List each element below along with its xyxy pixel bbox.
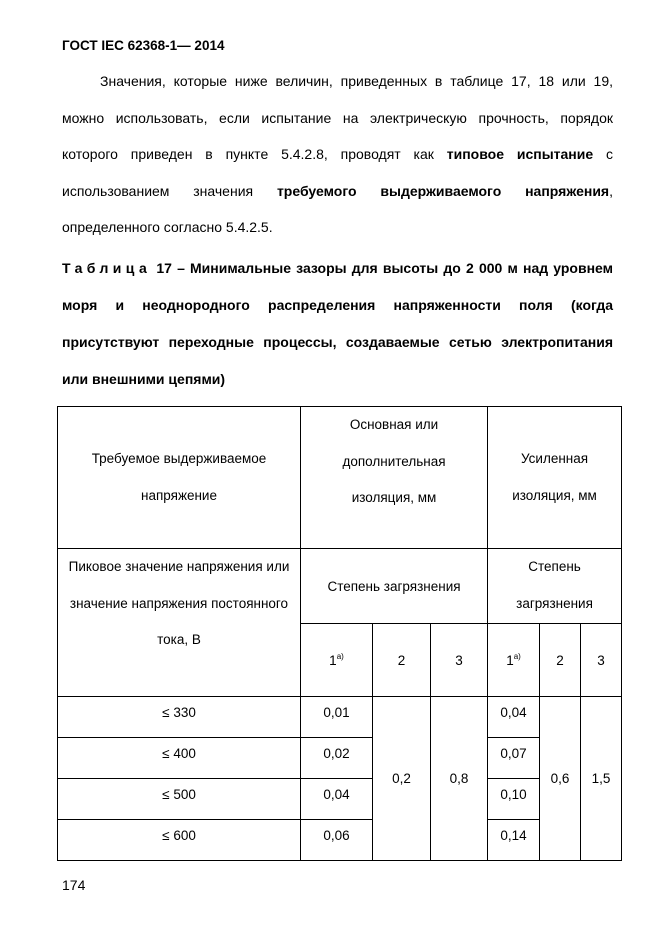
voltage-cell: ≤ 400 <box>58 738 301 779</box>
table-row <box>58 779 622 820</box>
basic-deg1-cell: 0,06 <box>301 820 373 861</box>
document-header: ГОСТ IEC 62368-1— 2014 <box>62 38 225 53</box>
reinforced-degree-2 <box>540 624 581 697</box>
footnote-mark: а) <box>513 651 521 661</box>
para-text-1: Значения, которые ниже величин, приведенных в таблице 17, 18 или 19, можно использовать, если испытание на электрическую прочность, порядок которого приведен в пункте 5.4.2.8, проводят как <box>62 73 613 162</box>
reinforced-deg1-cell: 0,14 <box>488 820 540 861</box>
reinforced-degree-1 <box>488 624 540 697</box>
intro-paragraph <box>62 63 613 246</box>
header-basic-insulation-text: Основная или дополнительная изоляция, мм <box>342 417 446 505</box>
reinforced-deg2-cell: 0,6 <box>540 697 581 861</box>
basic-degree-3-text: 3 <box>455 652 463 668</box>
term-type-test: типовое испытание <box>446 146 594 162</box>
reinforced-degree-3 <box>581 624 622 697</box>
caption-text: 17 – Минимальные зазоры для высоты до 2 000 м над уровнем моря и неоднородного распределения напряженности поля (когда присутствуют переходные процессы, создаваемые сетью электропитания или внешними цепями) <box>62 260 614 387</box>
header-pollution-basic-text: Степень загрязнения <box>327 578 461 594</box>
basic-degree-3 <box>431 624 488 697</box>
header-basic-insulation <box>301 407 488 549</box>
para-text-2: с использованием значения <box>62 146 614 199</box>
clearance-table <box>57 406 622 861</box>
basic-degree-1 <box>301 624 373 697</box>
header-peak-voltage <box>58 549 301 697</box>
reinforced-degree-3-text: 3 <box>597 652 605 668</box>
table-row <box>58 697 622 738</box>
reinforced-deg3-cell: 1,5 <box>581 697 622 861</box>
header-pollution-reinforced-text: Степень загрязнения <box>516 559 593 611</box>
page-number: 174 <box>62 877 86 893</box>
basic-degree-2 <box>373 624 431 697</box>
basic-degree-2-text: 2 <box>397 652 406 668</box>
voltage-cell: ≤ 600 <box>58 820 301 861</box>
reinforced-deg1-cell: 0,10 <box>488 779 540 820</box>
reinforced-deg1-cell: 0,07 <box>488 738 540 779</box>
header-reinforced-insulation <box>488 407 622 549</box>
voltage-cell: ≤ 330 <box>58 697 301 738</box>
caption-prefix: Таблица <box>62 260 152 276</box>
header-pollution-reinforced <box>488 549 622 624</box>
basic-deg1-cell: 0,01 <box>301 697 373 738</box>
term-required-withstand-voltage: требуемого выдерживаемого напряжения <box>276 182 610 199</box>
header-peak-voltage-text: Пиковое значение напряжения или значение напряжения постоянного тока, В <box>68 559 290 647</box>
reinforced-deg1-cell: 0,04 <box>488 697 540 738</box>
reinforced-degree-2-text: 2 <box>556 652 564 668</box>
reinforced-degree-1-text: 1 <box>506 652 514 668</box>
voltage-cell: ≤ 500 <box>58 779 301 820</box>
basic-degree-1-text: 1 <box>329 652 337 668</box>
basic-deg1-cell: 0,04 <box>301 779 373 820</box>
header-withstand-voltage-text: Требуемое выдерживаемое напряжение <box>91 451 267 503</box>
header-reinforced-insulation-text: Усиленная изоляция, мм <box>512 451 597 503</box>
basic-deg1-cell: 0,02 <box>301 738 373 779</box>
table-row <box>58 738 622 779</box>
table-caption <box>62 250 613 398</box>
basic-deg2-cell: 0,2 <box>373 697 431 861</box>
table-row <box>58 820 622 861</box>
header-pollution-basic <box>301 549 488 624</box>
basic-deg3-cell: 0,8 <box>431 697 488 861</box>
para-text-3: , определенного согласно 5.4.2.5. <box>62 182 613 235</box>
footnote-mark: а) <box>336 651 344 661</box>
header-withstand-voltage <box>58 407 301 549</box>
